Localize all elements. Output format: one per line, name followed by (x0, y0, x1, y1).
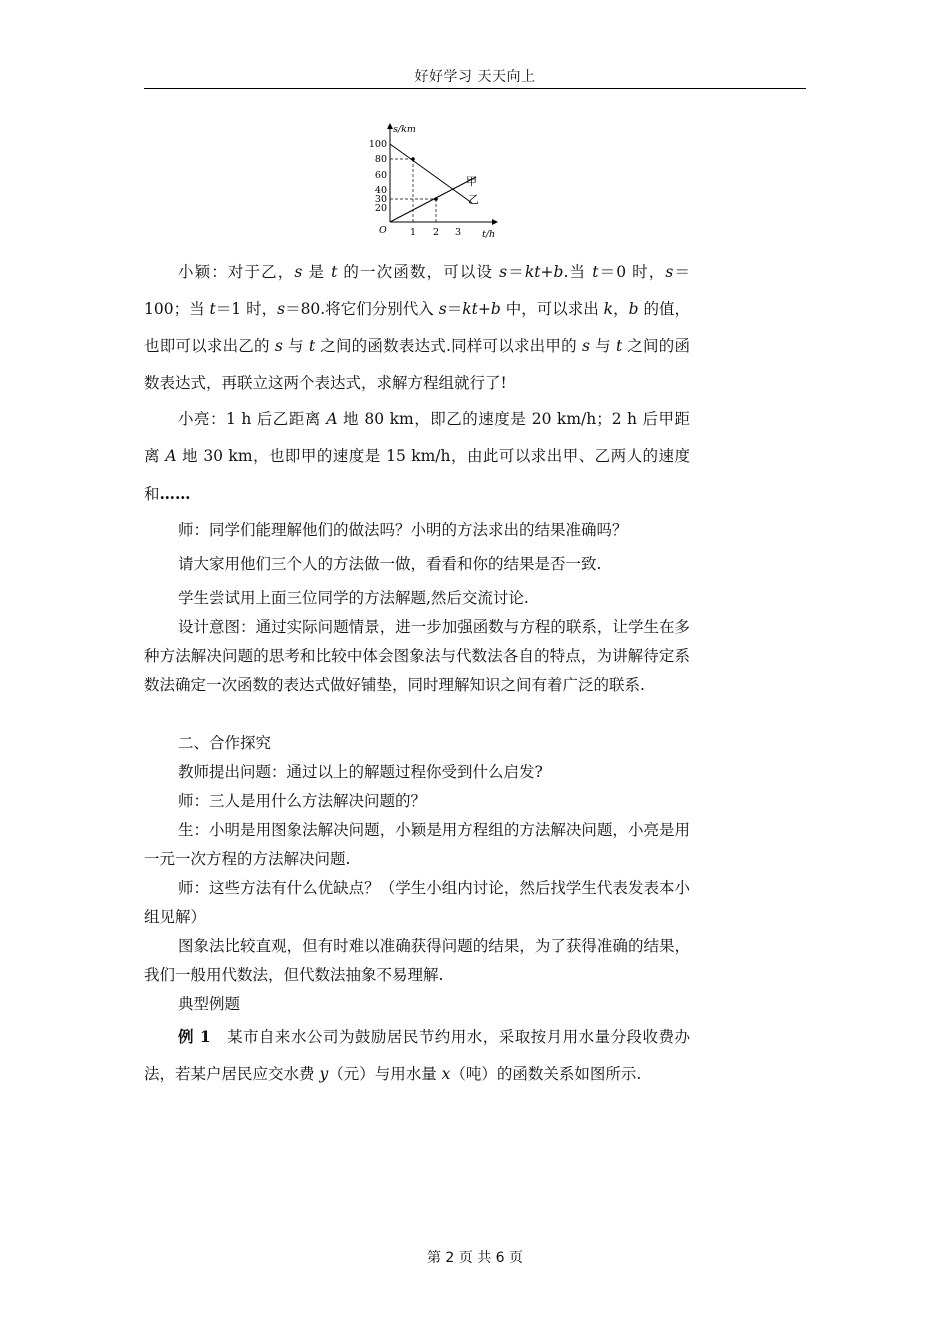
page-header: 好好学习 天天向上 (414, 69, 536, 85)
paragraph-graph-vs-algebra: 图象法比较直观，但有时难以准确获得问题的结果，为了获得准确的结果，我们一般用代数法，但代数法抽象不易理解. (144, 937, 690, 984)
paragraph-students-discuss: 学生尝试用上面三位同学的方法解题,然后交流讨论. (178, 589, 529, 607)
y-tick-30: 30 (374, 194, 387, 205)
line-jia-label: 甲 (466, 175, 477, 188)
line-jia (390, 177, 476, 222)
paragraph-example-1: 例 1 某市自来水公司为鼓励居民节约用水，采取按月用水量分段收费办法，若某户居民应交水费 y（元）与用水量 x（吨）的函数关系如图所示. (144, 1027, 690, 1083)
y-tick-80: 80 (374, 154, 387, 165)
y-tick-20: 20 (374, 203, 387, 214)
paragraph-xiaoying: 小颖：对于乙，s 是 t 的一次函数，可以设 s＝kt+b.当 t＝0 时，s＝100；当 t＝1 时，s＝80.将它们分别代入 s＝kt+b 中，可以求出 k，b 的值，也即可以求出乙的 s 与 t 之间的函数表达式.同样可以求出甲的 s 与 t 之间的函数表达式，再联立这两个表达式，求解方程组就行了! (144, 263, 690, 392)
y-tick-40: 40 (374, 185, 387, 196)
y-tick-100: 100 (368, 139, 387, 150)
point-1-80 (411, 157, 415, 161)
page-footer: 第 2 页 共 6 页 (426, 1250, 524, 1266)
paragraph-xiaoliang: 小亮：1 h 后乙距离 A 地 80 km，即乙的速度是 20 km/h；2 h 后甲距离 A 地 30 km，也即甲的速度是 15 km/h，由此可以求出甲、乙两人的速度和…… (144, 410, 690, 503)
line-yi-label: 乙 (468, 193, 479, 206)
origin-label: O (379, 225, 387, 236)
paragraph-pros-cons: 师：这些方法有什么优缺点？（学生小组内讨论，然后找学生代表发表本小组见解） (144, 879, 690, 926)
y-tick-60: 60 (374, 170, 387, 181)
y-axis-label: s/km (393, 124, 416, 135)
x-tick-1: 1 (409, 227, 417, 238)
x-tick-3: 3 (454, 227, 462, 238)
point-2-30 (434, 197, 438, 201)
section-heading-examples: 典型例题 (178, 995, 241, 1013)
distance-time-graph (355, 118, 505, 246)
paragraph-teacher-methods: 师：三人是用什么方法解决问题的？ (178, 792, 427, 810)
section-heading-cooperation: 二、合作探究 (178, 734, 272, 752)
header-divider (144, 88, 806, 89)
paragraph-teacher-prompt: 教师提出问题：通过以上的解题过程你受到什么启发? (178, 763, 543, 781)
paragraph-try-methods: 请大家用他们三个人的方法做一做，看看和你的结果是否一致. (178, 555, 602, 573)
example-label: 例 1 (178, 1027, 211, 1046)
line-yi (390, 144, 472, 203)
x-tick-2: 2 (432, 227, 440, 238)
paragraph-design-intent: 设计意图：通过实际问题情景，进一步加强函数与方程的联系，让学生在多种方法解决问题的思考和比较中体会图象法与代数法各自的特点，为讲解待定系数法确定一次函数的表达式做好铺垫，同时理解知识之间有着广泛的联系. (144, 618, 690, 694)
paragraph-student-answer: 生：小明是用图象法解决问题，小颖是用方程组的方法解决问题，小亮是用一元一次方程的方法解决问题. (144, 821, 690, 868)
paragraph-teacher-question: 师：同学们能理解他们的做法吗？小明的方法求出的结果准确吗？ (178, 521, 628, 539)
x-axis-label: t/h (482, 229, 496, 240)
